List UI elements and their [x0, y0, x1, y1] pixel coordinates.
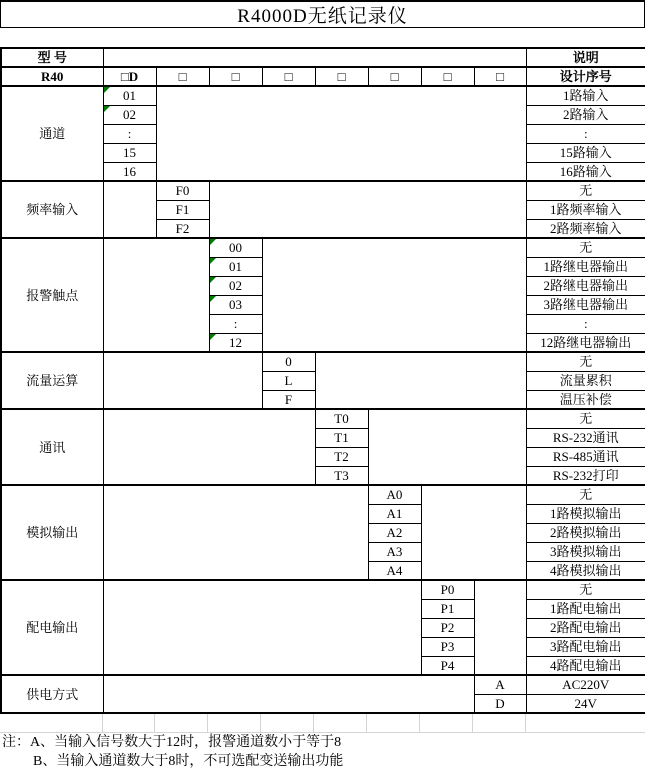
blank-cell	[103, 675, 474, 713]
desc-cell: 12路继电器输出	[526, 333, 645, 352]
code-cell: 01	[209, 257, 262, 276]
blank-cell	[103, 409, 315, 485]
desc-cell: RS-232打印	[526, 466, 645, 485]
section-label-frequency-input: 频率输入	[1, 181, 103, 238]
grid-line	[419, 714, 420, 732]
code-cell: D	[474, 694, 526, 713]
model-header-label: 型 号	[1, 48, 103, 67]
code-cell: L	[262, 371, 315, 390]
desc-cell: 3路配电输出	[526, 637, 645, 656]
blank-cell	[156, 86, 526, 181]
grid-line	[154, 714, 155, 732]
section-label-communication: 通讯	[1, 409, 103, 485]
blank-cell	[315, 352, 526, 409]
section-label-power-supply: 供电方式	[1, 675, 103, 713]
blank-cell	[421, 485, 526, 580]
section-label-flow-calculation: 流量运算	[1, 352, 103, 409]
code-cell: :	[209, 314, 262, 333]
model-selection-table	[0, 47, 645, 714]
code-cell: F1	[156, 200, 209, 219]
desc-cell: 无	[526, 409, 645, 428]
desc-cell: 1路频率输入	[526, 200, 645, 219]
design-serial-label: 设计序号	[526, 67, 645, 86]
code-cell: 00	[209, 238, 262, 257]
desc-cell: 无	[526, 238, 645, 257]
desc-cell: 15路输入	[526, 143, 645, 162]
code-box-cell: □	[156, 67, 209, 86]
blank-cell	[209, 181, 526, 238]
code-cell: 15	[103, 143, 156, 162]
grid-line	[525, 714, 526, 732]
code-cell: 02	[103, 105, 156, 124]
blank-cell	[103, 238, 209, 352]
section-label-analog-output: 模拟输出	[1, 485, 103, 580]
code-cell: T1	[315, 428, 368, 447]
blank-cell	[103, 352, 262, 409]
code-cell: P0	[421, 580, 474, 599]
code-cell: A3	[368, 542, 421, 561]
desc-cell: 2路频率输入	[526, 219, 645, 238]
desc-cell: 流量累积	[526, 371, 645, 390]
code-cell: P4	[421, 656, 474, 675]
code-cell: P1	[421, 599, 474, 618]
desc-cell: 无	[526, 485, 645, 504]
desc-cell: 2路模拟输出	[526, 523, 645, 542]
grid-line	[313, 714, 314, 732]
desc-cell: 4路模拟输出	[526, 561, 645, 580]
desc-cell: 无	[526, 580, 645, 599]
desc-cell: 无	[526, 181, 645, 200]
blank-cell	[103, 580, 421, 675]
model-code-cell: R40	[1, 67, 103, 86]
code-cell: 02	[209, 276, 262, 295]
blank-cell	[262, 238, 526, 352]
code-cell: T3	[315, 466, 368, 485]
code-cell: 12	[209, 333, 262, 352]
code-cell: A1	[368, 504, 421, 523]
desc-cell: 温压补偿	[526, 390, 645, 409]
code-cell: F2	[156, 219, 209, 238]
desc-cell: 1路继电器输出	[526, 257, 645, 276]
code-cell: 03	[209, 295, 262, 314]
code-cell: 16	[103, 162, 156, 181]
desc-cell: 1路输入	[526, 86, 645, 105]
code-cell: P2	[421, 618, 474, 637]
grid-line	[102, 714, 103, 732]
page-title: R4000D无纸记录仪	[0, 0, 645, 28]
code-cell: A	[474, 675, 526, 694]
desc-cell: 24V	[526, 694, 645, 713]
desc-cell: 3路继电器输出	[526, 295, 645, 314]
code-box-cell: □	[474, 67, 526, 86]
blank-cell	[103, 485, 368, 580]
code-cell: 01	[103, 86, 156, 105]
blank-row	[0, 28, 645, 47]
code-box-cell: □	[262, 67, 315, 86]
code-box-cell: □D	[103, 67, 156, 86]
blank-cell	[368, 409, 526, 485]
code-cell: 0	[262, 352, 315, 371]
desc-cell: 2路输入	[526, 105, 645, 124]
footnotes	[0, 733, 645, 768]
code-cell: F0	[156, 181, 209, 200]
code-cell: T0	[315, 409, 368, 428]
code-cell: P3	[421, 637, 474, 656]
desc-cell: :	[526, 314, 645, 333]
desc-cell: 3路模拟输出	[526, 542, 645, 561]
blank-cell	[103, 48, 526, 67]
grid-line	[260, 714, 261, 732]
desc-cell: 16路输入	[526, 162, 645, 181]
desc-cell: 1路模拟输出	[526, 504, 645, 523]
footnote-b: B、当输入通道数大于8时，不可选配变送输出功能	[33, 754, 344, 768]
blank-cell	[103, 181, 156, 238]
code-cell: A0	[368, 485, 421, 504]
grid-line	[207, 714, 208, 732]
code-box-cell: □	[368, 67, 421, 86]
desc-cell: AC220V	[526, 675, 645, 694]
code-cell: :	[103, 124, 156, 143]
blank-cell	[474, 580, 526, 675]
section-label-alarm-contacts: 报警触点	[1, 238, 103, 352]
description-header-label: 说明	[526, 48, 645, 67]
code-box-cell: □	[315, 67, 368, 86]
section-label-channels: 通道	[1, 86, 103, 181]
desc-cell: 无	[526, 352, 645, 371]
section-label-transmitter-power-output: 配电输出	[1, 580, 103, 675]
desc-cell: :	[526, 124, 645, 143]
code-cell: A2	[368, 523, 421, 542]
desc-cell: RS-485通讯	[526, 447, 645, 466]
grid-line	[366, 714, 367, 732]
desc-cell: RS-232通讯	[526, 428, 645, 447]
empty-gridline-row	[0, 714, 645, 733]
grid-line	[472, 714, 473, 732]
desc-cell: 4路配电输出	[526, 656, 645, 675]
code-cell: T2	[315, 447, 368, 466]
code-box-cell: □	[421, 67, 474, 86]
footnote-a: 注：A、当输入信号数大于12时，报警通道数小于等于8	[2, 735, 342, 750]
desc-cell: 2路配电输出	[526, 618, 645, 637]
code-box-cell: □	[209, 67, 262, 86]
desc-cell: 1路配电输出	[526, 599, 645, 618]
desc-cell: 2路继电器输出	[526, 276, 645, 295]
code-cell: A4	[368, 561, 421, 580]
code-cell: F	[262, 390, 315, 409]
